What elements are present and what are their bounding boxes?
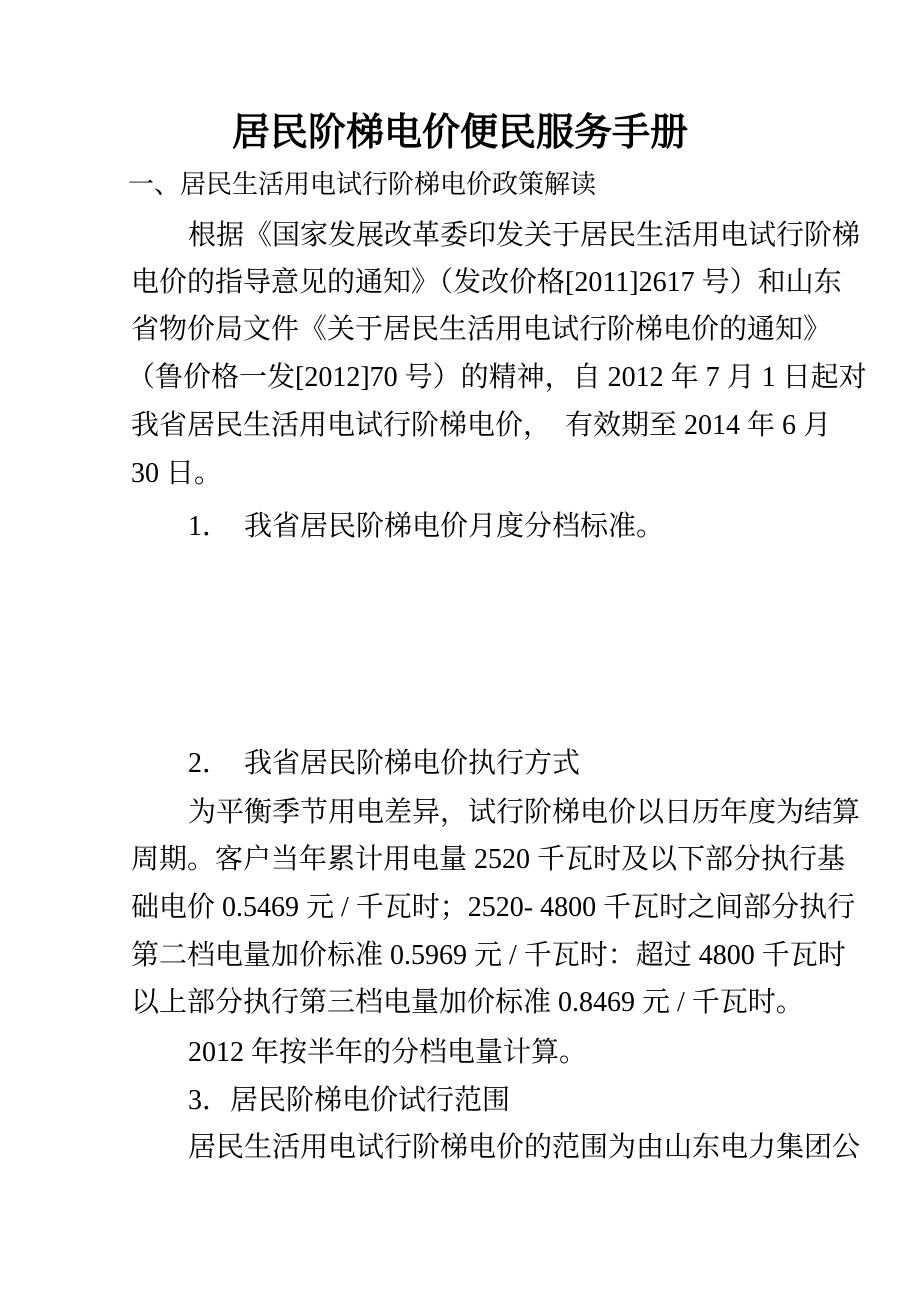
paragraph1-line-6: 30 日。: [131, 458, 223, 489]
paragraph2-line-3: 础电价 0.5469 元 / 千瓦时；2520- 4800 千瓦时之间部分执行: [131, 892, 856, 923]
list-item-2: 2． 我省居民阶梯电价执行方式: [188, 748, 581, 779]
paragraph1-line-4: （鲁价格一发[2012]70 号）的精神，自 2012 年 7 月 1 日起对: [127, 362, 867, 393]
list-item-3: 3．居民阶梯电价试行范围: [188, 1085, 511, 1116]
paragraph1-line-2: 电价的指导意见的通知》（发改价格[2011]2617 号）和山东: [131, 267, 842, 298]
document-title: 居民阶梯电价便民服务手册: [231, 112, 688, 154]
paragraph2-line-5: 以上部分执行第三档电量加价标准 0.8469 元 / 千瓦时。: [131, 987, 804, 1018]
paragraph2-line-2: 周期。客户当年累计用电量 2520 千瓦时及以下部分执行基: [131, 844, 846, 875]
paragraph2-line-1: 为平衡季节用电差异，试行阶梯电价以日历年度为结算: [188, 797, 861, 828]
section-heading: 一、居民生活用电试行阶梯电价政策解读: [128, 170, 597, 199]
paragraph2-line-4: 第二档电量加价标准 0.5969 元 / 千瓦时：超过 4800 千瓦时: [131, 940, 846, 971]
paragraph1-line-1: 根据《国家发展改革委印发关于居民生活用电试行阶梯: [188, 220, 861, 251]
list-item-1: 1． 我省居民阶梯电价月度分档标准。: [188, 511, 665, 542]
paragraph3-line: 2012 年按半年的分档电量计算。: [188, 1037, 588, 1068]
paragraph4-line: 居民生活用电试行阶梯电价的范围为由山东电力集团公: [188, 1132, 861, 1163]
paragraph1-line-5: 我省居民生活用电试行阶梯电价， 有效期至 2014 年 6 月: [131, 410, 832, 441]
paragraph1-line-3: 省物价局文件《关于居民生活用电试行阶梯电价的通知》: [131, 314, 832, 345]
